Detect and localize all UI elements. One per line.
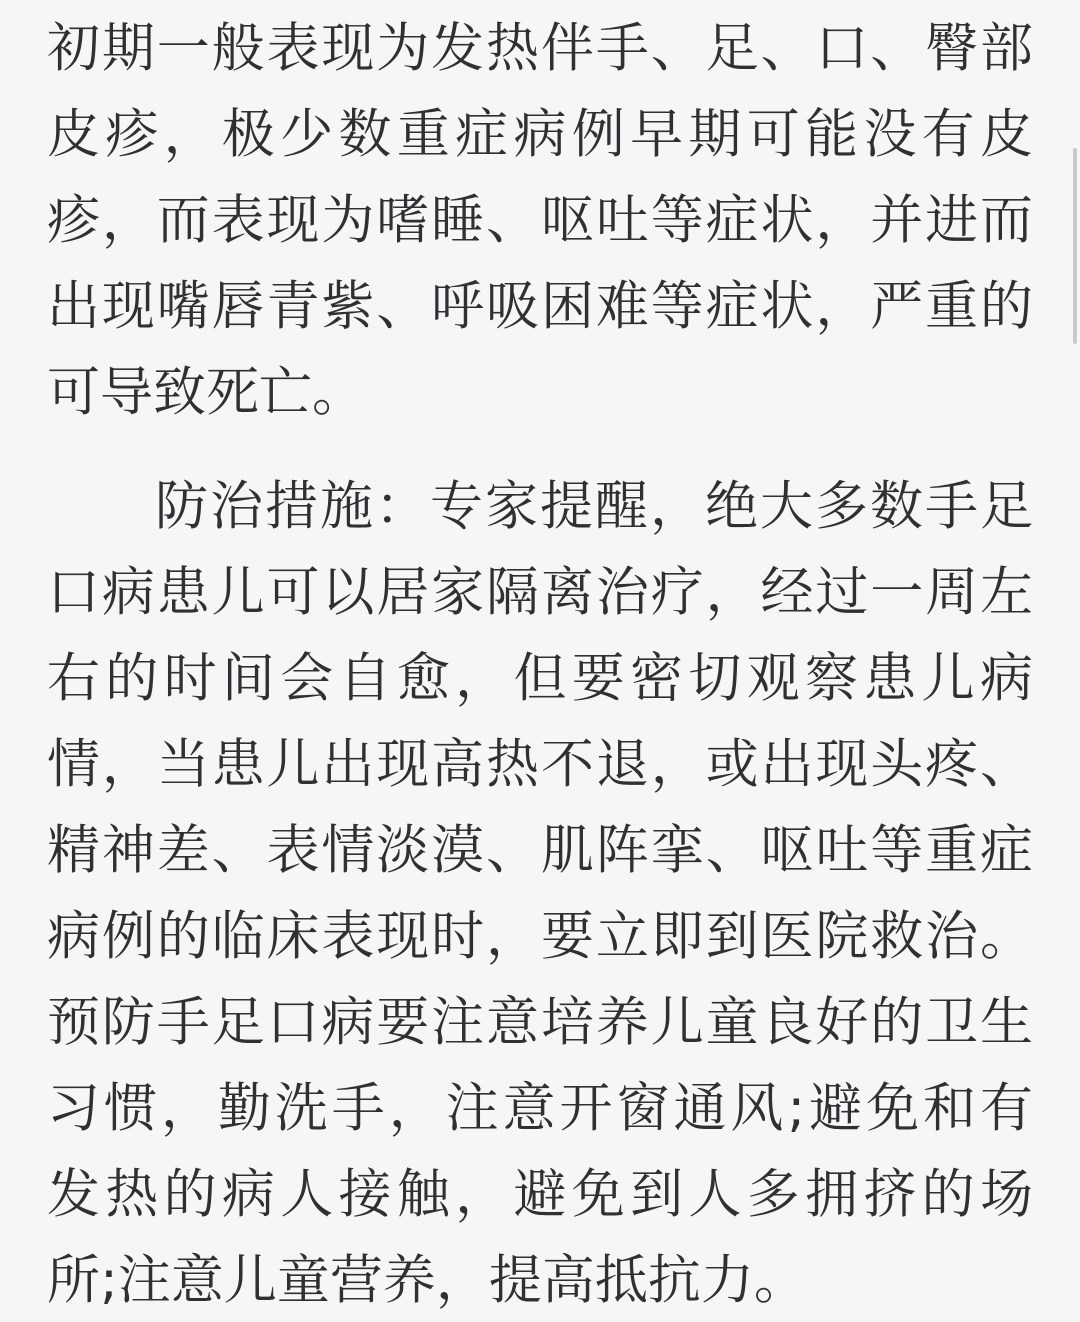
text-line: 疹，而表现为嗜睡、呕吐等症状，并进而 bbox=[47, 190, 1033, 251]
text-line: 出现嘴唇青紫、呼吸困难等症状，严重的 bbox=[47, 276, 1033, 337]
text-line: 所;注意儿童营养，提高抵抗力。 bbox=[47, 1250, 807, 1311]
text-line: 右的时间会自愈，但要密切观察患儿病 bbox=[47, 648, 1033, 709]
text-line: 可导致死亡。 bbox=[47, 362, 365, 423]
text-line: 口病患儿可以居家隔离治疗，经过一周左 bbox=[47, 562, 1033, 623]
text-line: 皮疹，极少数重症病例早期可能没有皮 bbox=[47, 104, 1033, 165]
text-line: 病例的临床表现时，要立即到医院救治。 bbox=[47, 906, 1033, 967]
paragraph-prevention bbox=[47, 464, 1033, 1322]
vertical-scrollbar[interactable] bbox=[1070, 0, 1080, 1322]
text-line: 初期一般表现为发热伴手、足、口、臀部 bbox=[47, 18, 1033, 79]
text-line: 情，当患儿出现高热不退，或出现头疼、 bbox=[47, 734, 1033, 795]
text-line: 预防手足口病要注意培养儿童良好的卫生 bbox=[47, 992, 1033, 1053]
scrollbar-thumb[interactable] bbox=[1073, 148, 1077, 344]
text-line: 防治措施：专家提醒，绝大多数手足 bbox=[155, 476, 1033, 537]
paragraph-gap bbox=[47, 436, 1033, 464]
paragraph-symptoms bbox=[47, 6, 1033, 436]
article-body bbox=[47, 6, 1033, 1322]
text-line: 发热的病人接触，避免到人多拥挤的场 bbox=[47, 1164, 1033, 1225]
text-line: 精神差、表情淡漠、肌阵挛、呕吐等重症 bbox=[47, 820, 1033, 881]
text-line: 习惯，勤洗手，注意开窗通风;避免和有 bbox=[47, 1078, 1033, 1139]
